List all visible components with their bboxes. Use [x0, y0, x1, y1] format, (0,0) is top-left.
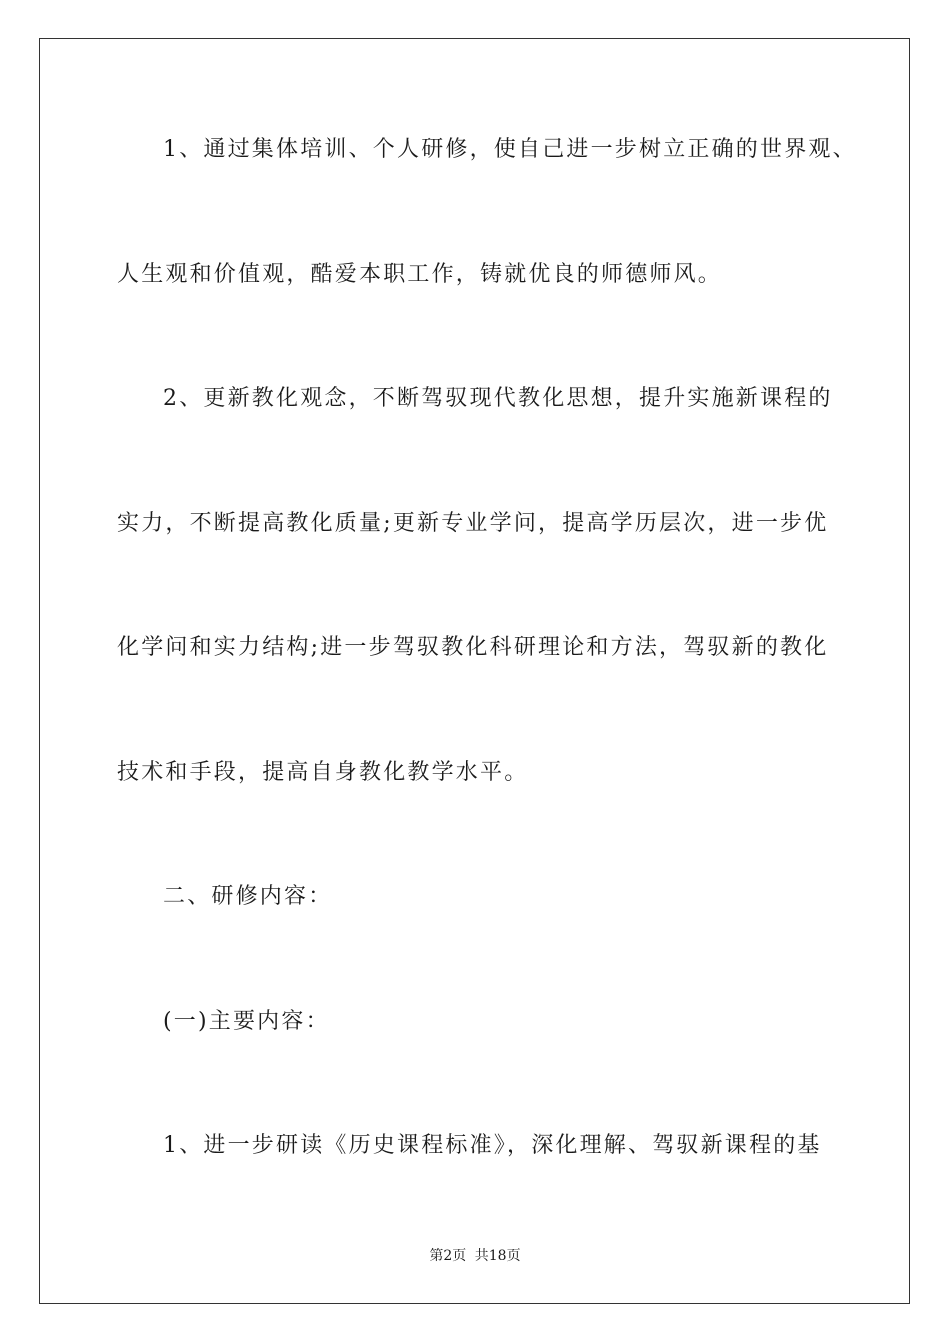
- text-line-9: 1、进一步研读《历史课程标准》，深化理解、驾驭新课程的基: [163, 1133, 822, 1158]
- page-total: 共18页: [474, 1248, 521, 1264]
- page-border: [39, 38, 910, 1304]
- text-line-4: 实力，不断提高教化质量;更新专业学问，提高学历层次，进一步优: [117, 511, 829, 536]
- subsection-heading: (一)主要内容：: [163, 1009, 330, 1034]
- text-line-3: 2、更新教化观念，不断驾驭现代教化思想，提升实施新课程的: [163, 386, 833, 411]
- page-footer: [0, 1246, 950, 1266]
- text-line-6: 技术和手段，提高自身教化教学水平。: [117, 760, 529, 785]
- section-heading: 二、研修内容：: [163, 884, 333, 909]
- text-line-1: 1、通过集体培训、个人研修，使自己进一步树立正确的世界观、: [163, 137, 857, 162]
- text-line-2: 人生观和价值观，酷爱本职工作，铸就优良的师德师风。: [117, 262, 723, 287]
- page-number: 第2页: [429, 1248, 467, 1264]
- text-line-5: 化学问和实力结构;进一步驾驭教化科研理论和方法，驾驭新的教化: [117, 635, 829, 660]
